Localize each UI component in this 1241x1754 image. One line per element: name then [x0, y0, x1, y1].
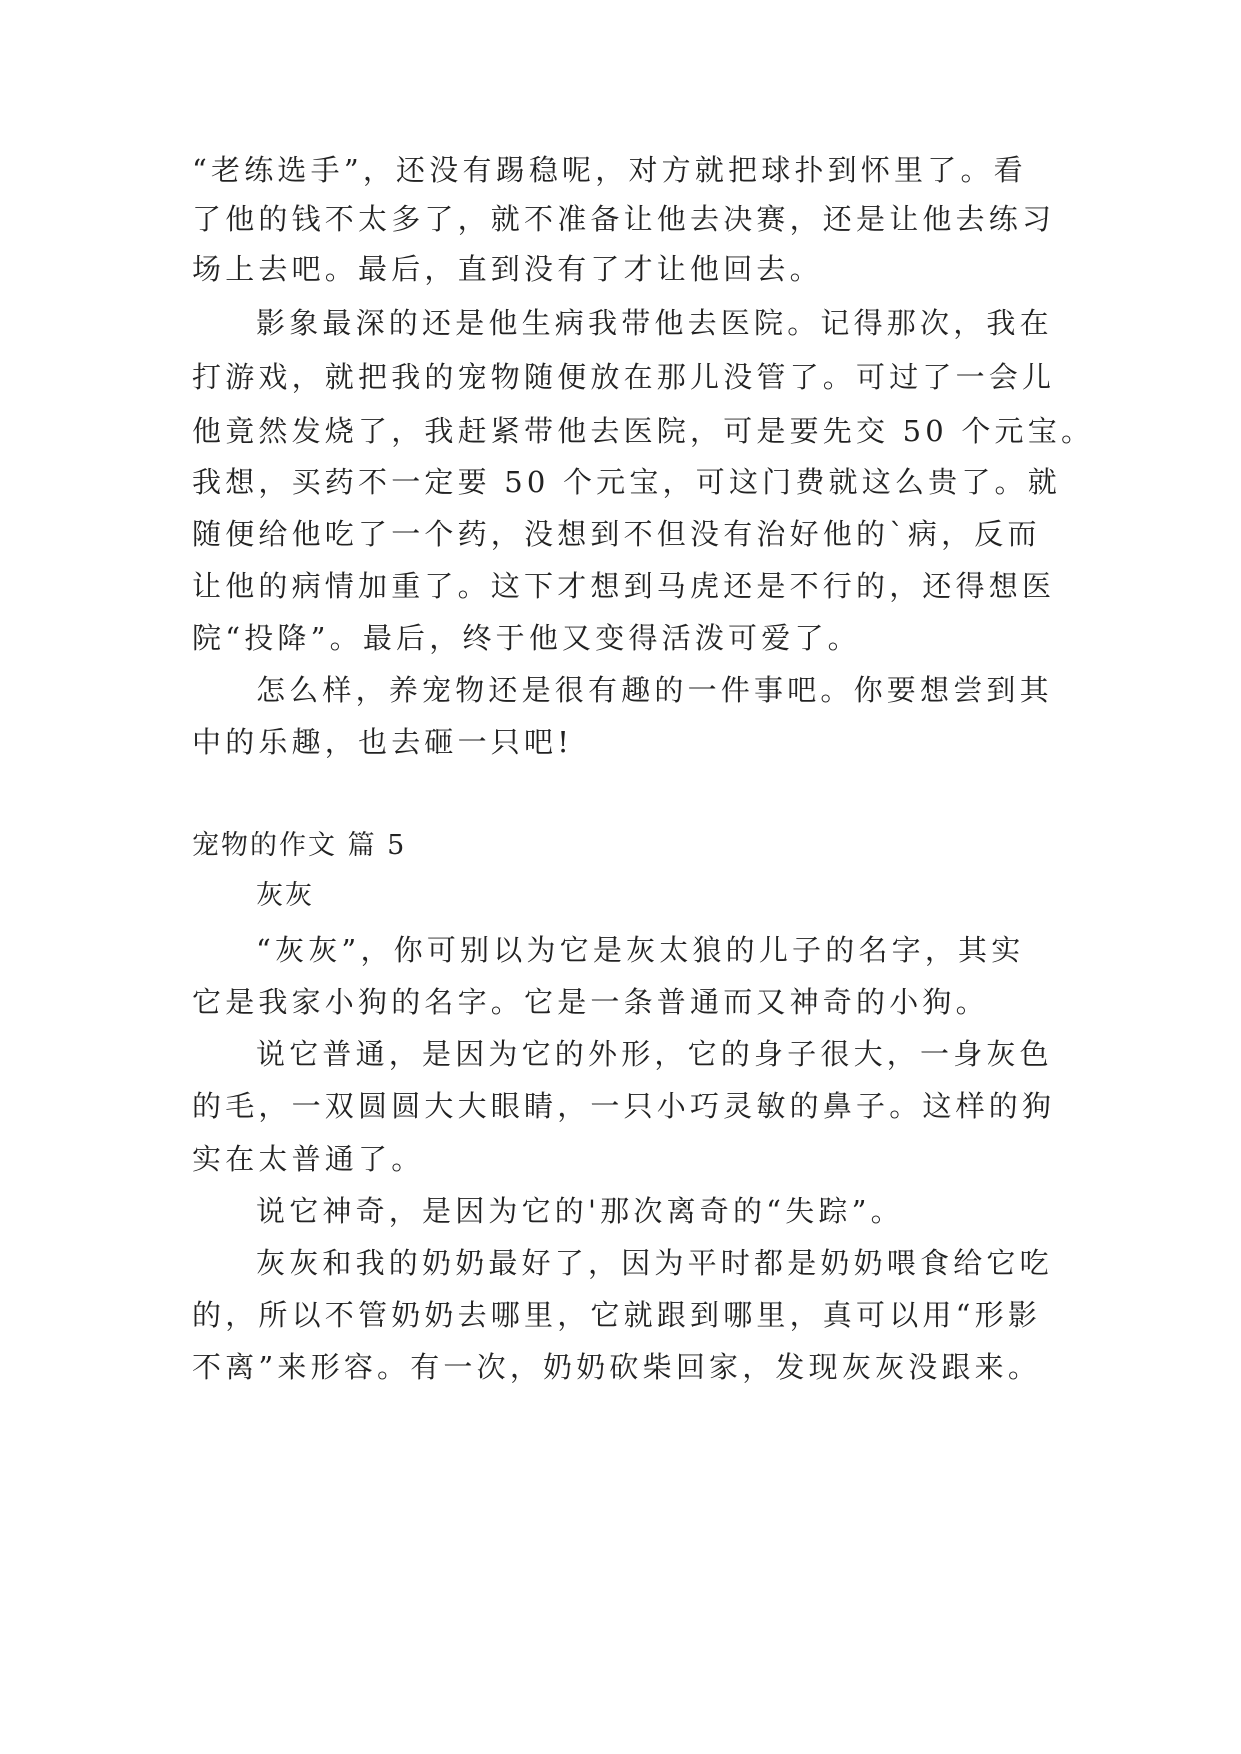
paragraph-line: 说它神奇，是因为它的'那次离奇的“失踪”。	[256, 1194, 904, 1228]
paragraph-line: “灰灰”，你可别以为它是灰太狼的儿子的名字，其实	[256, 933, 1025, 967]
paragraph-line: 实在太普通了。	[192, 1142, 425, 1176]
paragraph-line: “老练选手”，还没有踢稳呢，对方就把球扑到怀里了。看	[192, 153, 1027, 187]
paragraph-line: 他竟然发烧了，我赶紧带他去医院，可是要先交 50 个元宝。	[192, 414, 1095, 448]
paragraph-line: 了他的钱不太多了，就不准备让他去决赛，还是让他去练习	[192, 202, 1056, 236]
paragraph-line: 的，所以不管奶奶去哪里，它就跟到哪里，真可以用“形影	[192, 1298, 1042, 1332]
paragraph-line: 让他的病情加重了。这下才想到马虎还是不行的，还得想医	[192, 569, 1056, 603]
section-heading: 宠物的作文 篇 5	[192, 830, 407, 861]
paragraph-line: 不离”来形容。有一次，奶奶砍柴回家，发现灰灰没跟来。	[192, 1350, 1042, 1384]
paragraph-line: 它是我家小狗的名字。它是一条普通而又神奇的小狗。	[192, 985, 989, 1019]
paragraph-line: 随便给他吃了一个药，没想到不但没有治好他的`病，反而	[192, 517, 1041, 551]
paragraph-line: 说它普通，是因为它的外形，它的身子很大，一身灰色	[256, 1037, 1053, 1071]
paragraph-line: 灰灰和我的奶奶最好了，因为平时都是奶奶喂食给它吃	[256, 1246, 1053, 1280]
paragraph-line: 怎么样，养宠物还是很有趣的一件事吧。你要想尝到其	[256, 673, 1053, 707]
paragraph-line: 打游戏，就把我的宠物随便放在那儿没管了。可过了一会儿	[192, 360, 1056, 394]
paragraph-line: 中的乐趣，也去砸一只吧!	[192, 725, 574, 759]
paragraph-line: 院“投降”。最后，终于他又变得活泼可爱了。	[192, 621, 861, 655]
paragraph-line: 的毛，一双圆圆大大眼睛，一只小巧灵敏的鼻子。这样的狗	[192, 1089, 1056, 1123]
essay-title: 灰灰	[256, 880, 314, 911]
paragraph-line: 影象最深的还是他生病我带他去医院。记得那次，我在	[256, 306, 1053, 340]
paragraph-line: 场上去吧。最后，直到没有了才让他回去。	[192, 252, 823, 286]
paragraph-line: 我想，买药不一定要 50 个元宝，可这门费就这么贵了。就	[192, 465, 1061, 499]
